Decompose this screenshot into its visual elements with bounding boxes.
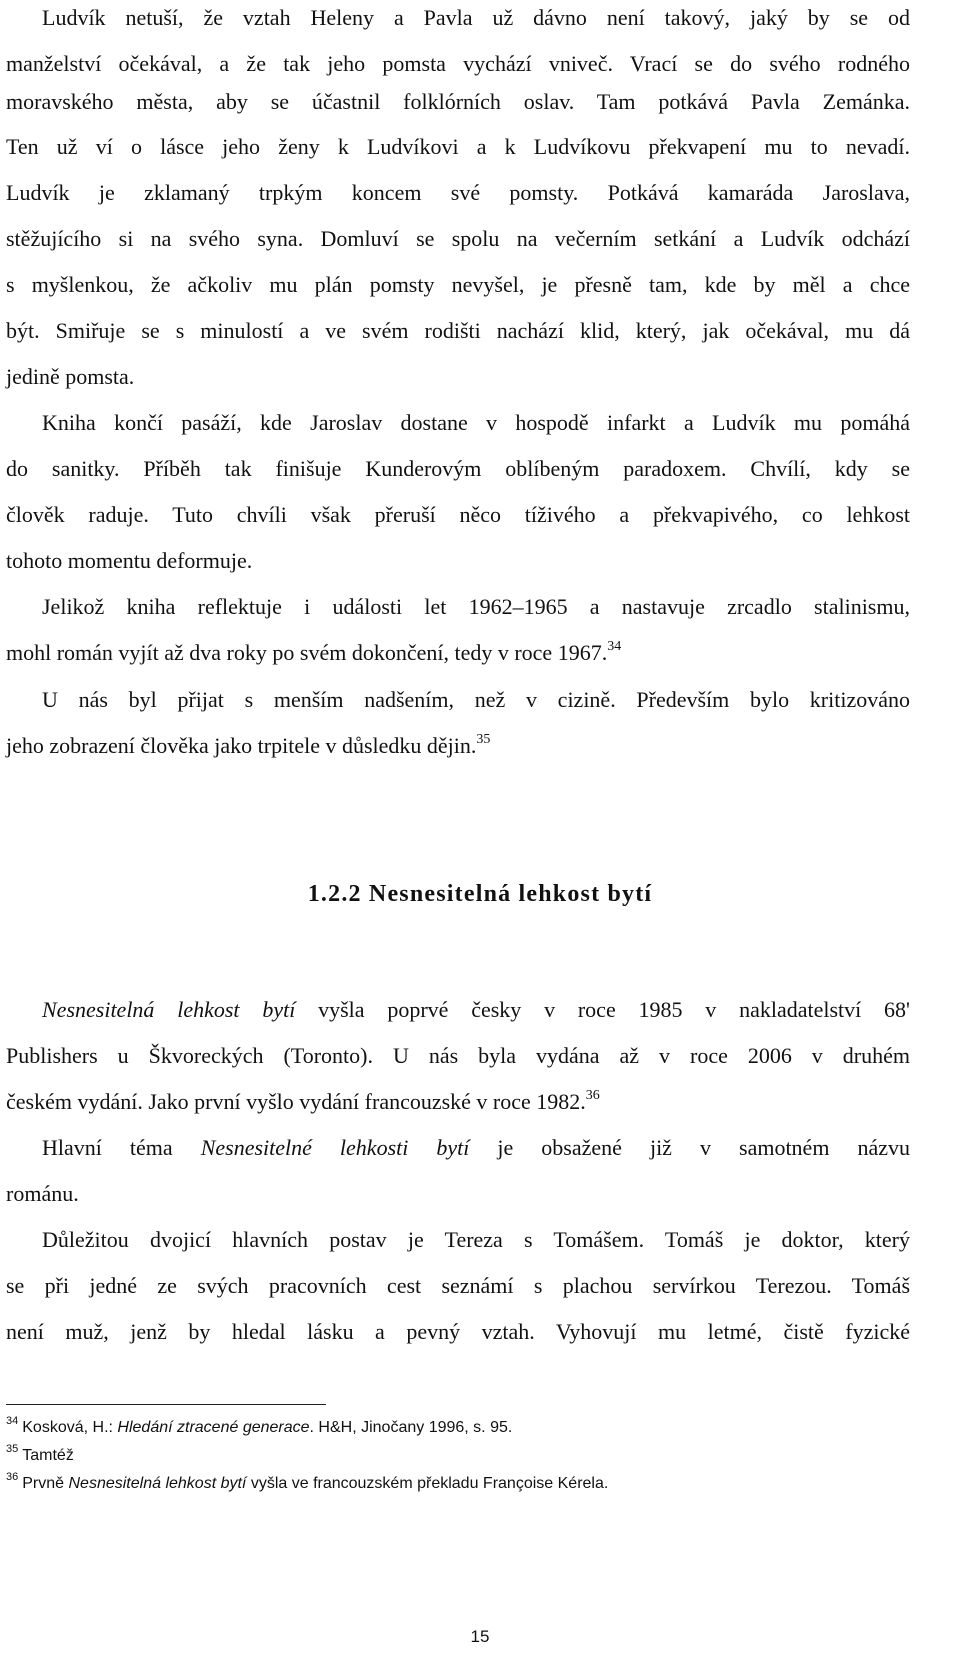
footnote-text: vyšla ve francouzském překladu Françoise Kérela. <box>246 1475 609 1492</box>
body-text: je obsažené již v samotném názvu <box>469 1135 910 1160</box>
body-text-line: stěžujícího si na svého syna. Domluví se spolu na večerním setkání a Ludvík odchází <box>6 226 910 251</box>
footnote <box>6 1443 74 1467</box>
footnote-title: Hledání ztracené generace <box>117 1419 310 1436</box>
page-number: 15 <box>470 1627 490 1646</box>
footnote-text: Prvně <box>22 1475 69 1492</box>
section-heading: 1.2.2 Nesnesitelná lehkost bytí <box>307 881 653 907</box>
body-text-line <box>6 1090 910 1118</box>
body-text-line: Ten už ví o lásce jeho ženy k Ludvíkovi a k Ludvíkovu překvapení mu to nevadí. <box>6 134 910 159</box>
body-text-line: Publishers u Škvoreckých (Toronto). U nás byla vydána až v roce 2006 v druhém <box>6 1043 910 1068</box>
footnote-title: Nesnesitelná lehkost bytí <box>68 1475 247 1492</box>
body-text-line: Důležitou dvojicí hlavních postav je Tereza s Tomášem. Tomáš je doktor, který <box>42 1227 910 1252</box>
footnote <box>6 1415 513 1439</box>
body-text-line: tohoto momentu deformuje. <box>6 548 253 573</box>
body-text-line: moravského města, aby se účastnil folklórních oslav. Tam potkává Pavla Zemánka. <box>6 89 910 114</box>
footnote-separator <box>6 1404 326 1405</box>
footnote-text: . H&H, Jinočany 1996, s. 95. <box>309 1419 513 1436</box>
body-text-line: se při jedné ze svých pracovních cest seznámí s plachou servírkou Terezou. Tomáš <box>6 1273 910 1298</box>
body-text: Hlavní téma <box>42 1135 201 1160</box>
body-text-line: Ludvík netuší, že vztah Heleny a Pavla už dávno není takový, jaký by se od <box>42 5 910 30</box>
body-text-line: být. Smiřuje se s minulostí a ve svém rodišti nachází klid, který, jak očekával, mu dá <box>6 318 910 343</box>
book-title: Nesnesitelná lehkost bytí <box>42 997 296 1022</box>
body-text: jeho zobrazení člověka jako trpitele v důsledku dějin. <box>6 733 477 758</box>
body-text-line <box>6 641 910 669</box>
book-title: Nesnesitelné lehkosti bytí <box>200 1135 470 1160</box>
footnote-ref: 34 <box>607 639 622 654</box>
body-text-line: románu. <box>6 1181 79 1206</box>
body-text-line: člověk raduje. Tuto chvíli však přeruší něco tíživého a překvapivého, co lehkost <box>6 502 910 527</box>
body-text-line <box>6 1136 910 1160</box>
footnote <box>6 1471 609 1495</box>
body-text: českém vydání. Jako první vyšlo vydání francouzské v roce 1982. <box>6 1089 586 1114</box>
body-text: mohl román vyjít až dva roky po svém dokončení, tedy v roce 1967. <box>6 640 608 665</box>
footnote-number: 35 <box>6 1443 19 1455</box>
body-text-line: U nás byl přijat s menším nadšením, než v cizině. Především bylo kritizováno <box>42 687 910 712</box>
body-text-line: manželství očekával, a že tak jeho pomsta vychází vniveč. Vrací se do svého rodného <box>6 51 910 76</box>
body-text-line: jedině pomsta. <box>6 364 135 389</box>
body-text-line: do sanitky. Příběh tak finišuje Kunderovým oblíbeným paradoxem. Chvílí, kdy se <box>6 456 910 481</box>
body-text: vyšla poprvé česky v roce 1985 v nakladatelství 68' <box>295 997 911 1022</box>
footnote-text: Kosková, H.: <box>22 1419 118 1436</box>
body-text-line: není muž, jenž by hledal lásku a pevný vztah. Vyhovují mu letmé, čistě fyzické <box>6 1319 910 1344</box>
footnote-ref: 35 <box>476 732 491 747</box>
body-text-line: Ludvík je zklamaný trpkým koncem své pomsty. Potkává kamaráda Jaroslava, <box>6 180 910 205</box>
footnote-number: 36 <box>6 1471 19 1483</box>
footnote-text: Tamtéž <box>22 1447 74 1464</box>
body-text-line: s myšlenkou, že ačkoliv mu plán pomsty nevyšel, je přesně tam, kde by měl a chce <box>6 272 910 297</box>
body-text-line <box>6 998 910 1022</box>
body-text-line: Jelikož kniha reflektuje i události let 1962–1965 a nastavuje zrcadlo stalinismu, <box>42 594 910 619</box>
body-text-line: Kniha končí pasáží, kde Jaroslav dostane v hospodě infarkt a Ludvík mu pomáhá <box>42 410 910 435</box>
footnote-number: 34 <box>6 1415 19 1427</box>
body-text-line <box>6 734 910 762</box>
footnote-ref: 36 <box>585 1088 600 1103</box>
